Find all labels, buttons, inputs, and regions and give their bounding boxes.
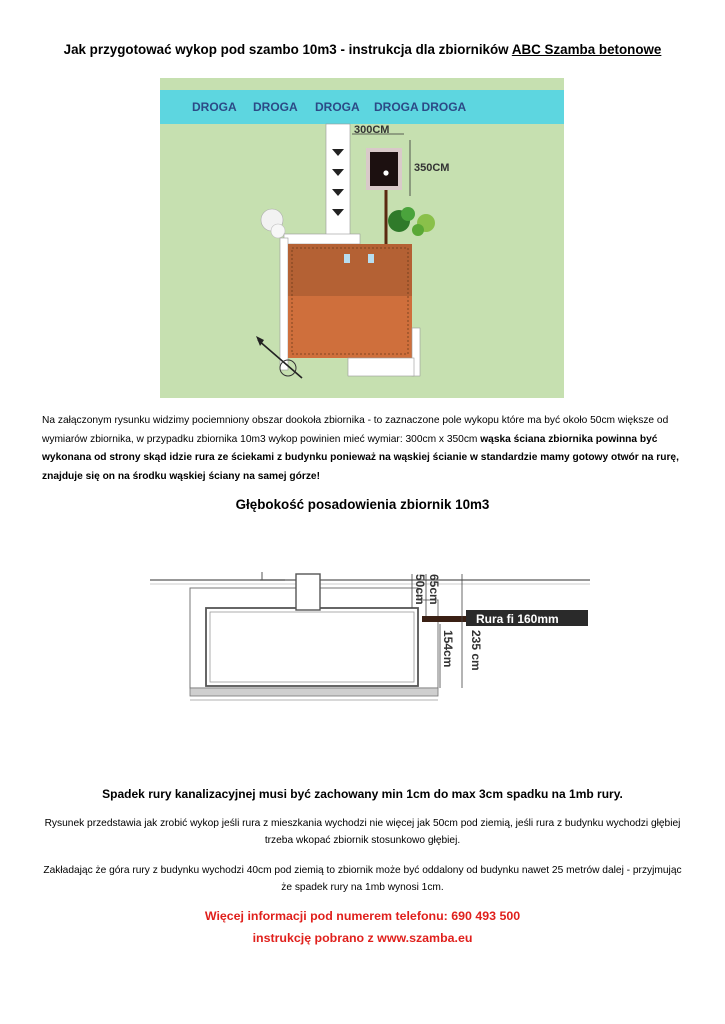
pipe-label: Rura fi 160mm: [476, 612, 559, 626]
inlet-pipe: [422, 616, 466, 622]
dim-50-label: 50cm: [413, 574, 427, 605]
excavation-description: Na załączonym rysunku widzimy pociemniony obszar dookoła zbiornika - to zaznaczone pole wykopu które ma być około 50cm większe od wymiarów zbiornika, w przypadku zbiornika 10m3 wykop powinien mieć wymiar: 300cm x 350cm wąska ściana zbiornika powinna być wykonana od strony skąd idzie rura ze ściekami z budynku ponieważ na wąskiej ścianie w standardzie mamy gotowy otwór na rurę, znajduje się on na środku wąskiej ściany na samej górze!: [42, 415, 679, 482]
base-slab: [190, 688, 438, 696]
dim-235-label: 235 cm: [469, 630, 483, 671]
distance-description: Zakładając że góra rury z budynku wychodzi 40cm pod ziemią to zbiornik może być oddalony od budynku nawet 25 metrów dalej - przyjmując że spadek rury na 1mb wynosi 1cm.: [43, 865, 682, 893]
depth-heading: Głębokość posadowienia zbiornik 10m3: [235, 497, 490, 512]
road-label: DROGA DROGA: [374, 100, 467, 114]
house-annex: [284, 234, 360, 244]
source-website[interactable]: instrukcję pobrano z www.szamba.eu: [252, 931, 473, 945]
house-wall: [280, 238, 288, 370]
pipe-depth-description: Rysunek przedstawia jak zrobić wykop jeśli rura z mieszkania wychodzi nie więcej jak 50cm pod ziemią, jeśli rura z budynku wychodzi głębiej trzeba wkopać zbiornik stosunkowo głębiej.: [44, 818, 681, 846]
road-label: DROGA: [315, 100, 360, 114]
pipe-slope-heading: Spadek rury kanalizacyjnej musi być zachowany min 1cm do max 3cm spadku na 1mb rury.: [102, 787, 623, 801]
septic-tank: [370, 152, 398, 186]
site-plan-diagram: [160, 78, 564, 398]
window-icon: [368, 254, 374, 263]
dim-65-label: 65cm: [427, 574, 441, 605]
house-terrace: [348, 358, 414, 376]
tank-body: [206, 608, 418, 686]
tank-manhole: [296, 574, 320, 610]
dim-154-label: 154cm: [441, 630, 455, 668]
road-label: DROGA: [192, 100, 237, 114]
width-label: 300CM: [354, 124, 390, 136]
window-icon: [344, 254, 350, 263]
house-roof-lower: [288, 296, 412, 358]
house-roof-upper: [288, 244, 412, 296]
height-label: 350CM: [414, 162, 450, 174]
page-title: Jak przygotować wykop pod szambo 10m3 - instrukcja dla zbiorników ABC Szamba betonowe: [63, 42, 662, 57]
tank-section-diagram: [150, 560, 605, 720]
driveway: [326, 124, 350, 236]
road-label: DROGA: [253, 100, 298, 114]
contact-phone[interactable]: Więcej informacji pod numerem telefonu: 690 493 500: [204, 909, 521, 923]
tank-opening: [383, 170, 388, 175]
brand-link[interactable]: ABC Szamba betonowe: [511, 42, 662, 57]
